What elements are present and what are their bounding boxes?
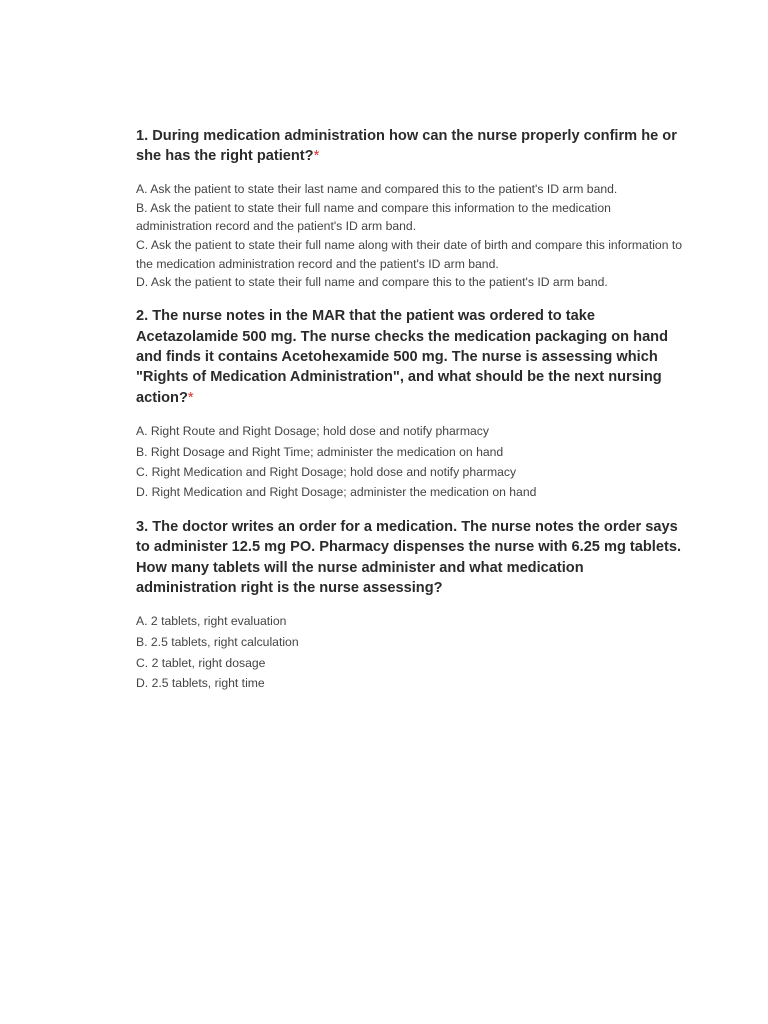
question-1-options xyxy=(136,180,684,292)
question-1-option-a[interactable]: A. Ask the patient to state their last name and compared this to the patient's ID arm band. xyxy=(136,181,618,196)
question-3-option-a[interactable]: A. 2 tablets, right evaluation xyxy=(136,614,287,629)
quiz-page xyxy=(136,126,684,694)
question-3 xyxy=(136,517,684,694)
question-3-text: The doctor writes an order for a medication. The nurse notes the order says to administer 12.5 mg PO. Pharmacy dispenses the nurse with 6.25 mg tablets. How many tablets will the nurse administer and what medication administration right is the nurse assessing? xyxy=(136,518,682,597)
question-3-option-d[interactable]: D. 2.5 tablets, right time xyxy=(136,676,265,691)
question-3-options xyxy=(136,611,684,693)
question-3-prompt xyxy=(136,517,684,599)
question-2-options xyxy=(136,421,684,503)
question-1-option-b[interactable]: B. Ask the patient to state their full name and compare this information to the medication administration record and the patient's ID arm band. xyxy=(136,200,611,234)
question-1-text: During medication administration how can the nurse properly confirm he or she has the right patient? xyxy=(136,128,677,165)
question-2-prompt xyxy=(136,306,684,408)
question-1 xyxy=(136,126,684,292)
required-marker: * xyxy=(187,389,194,406)
question-3-option-c[interactable]: C. 2 tablet, right dosage xyxy=(136,655,266,670)
question-1-number: 1. xyxy=(136,128,149,144)
question-2-text: The nurse notes in the MAR that the patient was ordered to take Acetazolamide 500 mg. The nurse checks the medication packaging on hand and finds it contains Acetohexamide 500 mg. The nurse is assessing which "Rights of Medication Administration", and what should be the next nursing action? xyxy=(136,308,669,406)
required-marker: * xyxy=(313,148,320,165)
question-2-option-b[interactable]: B. Right Dosage and Right Time; administer the medication on hand xyxy=(136,444,504,459)
question-1-option-c[interactable]: C. Ask the patient to state their full name along with their date of birth and compare this information to the medication administration record and the patient's ID arm band. xyxy=(136,238,683,271)
question-2-option-a[interactable]: A. Right Route and Right Dosage; hold dose and notify pharmacy xyxy=(136,424,489,439)
question-3-number: 3. xyxy=(136,518,149,535)
question-2 xyxy=(136,306,684,503)
question-2-option-d[interactable]: D. Right Medication and Right Dosage; administer the medication on hand xyxy=(136,485,537,500)
question-1-option-d[interactable]: D. Ask the patient to state their full name and compare this to the patient's ID arm band. xyxy=(136,275,608,290)
question-3-option-b[interactable]: B. 2.5 tablets, right calculation xyxy=(136,635,299,650)
question-2-option-c[interactable]: C. Right Medication and Right Dosage; hold dose and notify pharmacy xyxy=(136,465,517,480)
question-2-number: 2. xyxy=(136,308,149,325)
question-1-prompt xyxy=(136,126,684,167)
